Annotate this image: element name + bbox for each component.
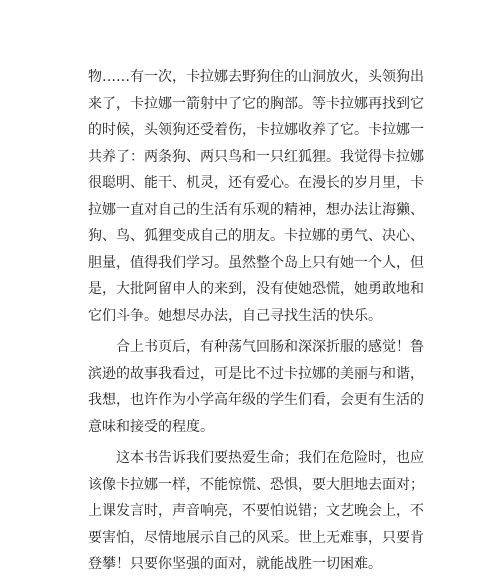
text-line: 狗、鸟、狐狸变成自己的朋友。卡拉娜的勇气、决心、 (88, 228, 424, 244)
text-line: 是，大批阿留申人的来到，没有使她恐慌，她勇敢地和 (88, 281, 424, 297)
text-line: 胆量，值得我们学习。虽然整个岛上只有她一个人，但 (88, 254, 424, 271)
text-line: 意味和接受的程度。 (88, 418, 214, 435)
text-line: 共养了：两条狗、两只鸟和一只红狐狸。我觉得卡拉娜 (88, 148, 424, 165)
text-line: 滨逊的故事我看过，可是比不过卡拉娜的美丽与和谐， (88, 365, 424, 382)
text-line: 上课发言时，声音响亮，不要怕说错；文艺晚会上，不 (88, 503, 424, 519)
paragraph-2 (88, 334, 424, 440)
document-body (88, 64, 424, 583)
text-line: 登攀！只要你坚强的面对，就能战胜一切困难。 (88, 556, 382, 572)
text-line: 该像卡拉娜一样，不能惊慌、恐惧，要大胆地去面对； (88, 476, 424, 493)
paragraph-3 (88, 445, 424, 578)
paragraph-1 (88, 64, 424, 329)
text-line: 它们斗争。她想尽办法，自己寻找生活的快乐。 (88, 307, 382, 324)
text-line: 物……有一次，卡拉娜去野狗住的山洞放火，头领狗出 (88, 69, 424, 85)
text-line: 这本书告诉我们要热爱生命；我们在危险时，也应 (116, 450, 424, 466)
text-line: 合上书页后，有种荡气回肠和深深折服的感觉！鲁 (116, 339, 424, 355)
text-line: 我想，也许作为小学高年级的学生们看，会更有生活的 (88, 392, 424, 408)
text-line: 要害怕，尽情地展示自己的风采。世上无难事，只要肯 (88, 529, 424, 546)
text-line: 拉娜一直对自己的生活有乐观的精神，想办法让海獭、 (88, 201, 424, 218)
text-line: 来了，卡拉娜一箭射中了它的胸部。等卡拉娜再找到它 (88, 95, 424, 112)
text-line: 很聪明、能干、机灵，还有爱心。在漫长的岁月里，卡 (88, 175, 424, 191)
text-line: 的时候，头领狗还受着伤，卡拉娜收养了它。卡拉娜一 (88, 122, 424, 138)
